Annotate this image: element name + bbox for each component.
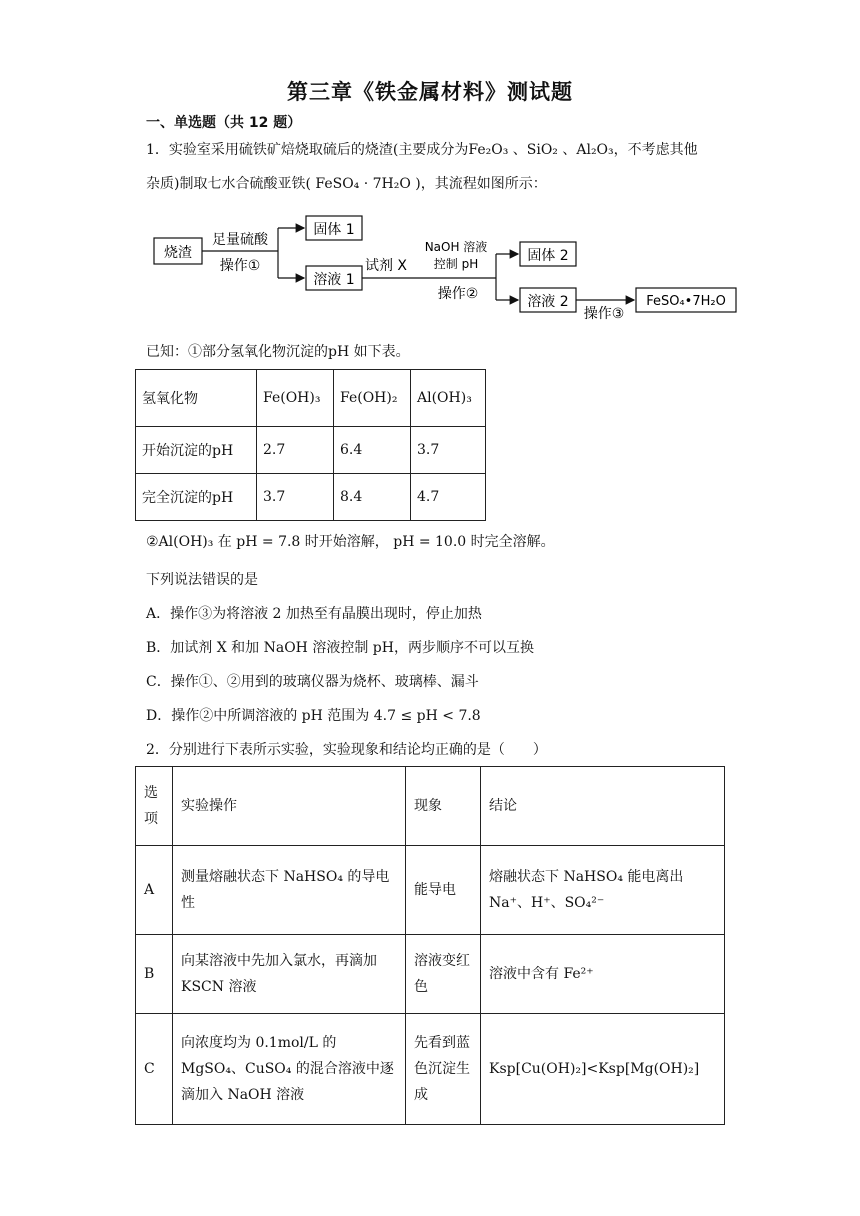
- page-title: 第三章《铁金属材料》测试题: [287, 79, 573, 104]
- flow-op2: 操作②: [437, 286, 479, 302]
- q1-note2: ②Al(OH)₃ 在 pH = 7.8 时开始溶解， pH = 10.0 时完全溶解。: [146, 534, 555, 550]
- flow-naoh-line1: NaOH 溶液: [424, 240, 488, 254]
- table-row: [136, 427, 486, 474]
- table-cell: 熔融状态下 NaHSO₄ 能电离出 Na⁺、H⁺、SO₄²⁻: [481, 846, 725, 935]
- table-header: Al(OH)₃: [411, 370, 486, 427]
- table-cell: 6.4: [334, 427, 411, 474]
- flow-op3: 操作③: [583, 306, 625, 322]
- experiment-table: [135, 766, 725, 1125]
- table-cell: 2.7: [257, 427, 334, 474]
- table-row: [136, 846, 725, 935]
- table-row: [136, 370, 486, 427]
- table-cell: 开始沉淀的pH: [136, 427, 257, 474]
- table-header: 结论: [481, 767, 725, 846]
- q1-option-a: A．操作③为将溶液 2 加热至有晶膜出现时，停止加热: [146, 606, 482, 622]
- table-row: [136, 935, 725, 1014]
- q2-stem: 2．分别进行下表所示实验，实验现象和结论均正确的是（ ）: [146, 742, 547, 758]
- flow-solid2: 固体 2: [527, 248, 569, 264]
- table-cell: 溶液中含有 Fe²⁺: [481, 935, 725, 1014]
- q1-question: 下列说法错误的是: [146, 572, 258, 588]
- table-cell: 测量熔融状态下 NaHSO₄ 的导电性: [173, 846, 406, 935]
- table-row: [136, 767, 725, 846]
- table-header: Fe(OH)₃: [257, 370, 334, 427]
- table-cell: 3.7: [411, 427, 486, 474]
- flow-reagent2: 试剂 X: [364, 258, 408, 274]
- q1-known: 已知：①部分氢氧化物沉淀的pH 如下表。: [146, 344, 410, 360]
- q1-stem-line2: 杂质)制取七水合硫酸亚铁( FeSO₄ · 7H₂O )，其流程如图所示：: [146, 176, 547, 192]
- table-cell: A: [136, 846, 173, 935]
- q1-option-c: C．操作①、②用到的玻璃仪器为烧杯、玻璃棒、漏斗: [146, 674, 479, 690]
- table-cell: 向某溶液中先加入氯水，再滴加 KSCN 溶液: [173, 935, 406, 1014]
- table-cell: 溶液变红色: [406, 935, 481, 1014]
- table-header: 选项: [136, 767, 173, 846]
- flow-solid1: 固体 1: [313, 222, 355, 238]
- flow-naoh-line2: 控制 pH: [433, 257, 479, 271]
- q1-stem-line1: 1．实验室采用硫铁矿焙烧取硫后的烧渣(主要成分为Fe₂O₃ 、SiO₂ 、Al₂O₃，不考虑其他: [146, 142, 698, 158]
- table-cell: 4.7: [411, 474, 486, 521]
- table-cell: 向浓度均为 0.1mol/L 的 MgSO₄、CuSO₄ 的混合溶液中逐滴加入 NaOH 溶液: [173, 1014, 406, 1125]
- table-cell: C: [136, 1014, 173, 1125]
- table-header: 实验操作: [173, 767, 406, 846]
- table-cell: 3.7: [257, 474, 334, 521]
- table-cell: Ksp[Cu(OH)₂]<Ksp[Mg(OH)₂]: [481, 1014, 725, 1125]
- table-header: Fe(OH)₂: [334, 370, 411, 427]
- process-flow-diagram: [150, 210, 750, 330]
- table-cell: B: [136, 935, 173, 1014]
- table-cell: 能导电: [406, 846, 481, 935]
- table-row: [136, 1014, 725, 1125]
- table-header: 现象: [406, 767, 481, 846]
- table-cell: 完全沉淀的pH: [136, 474, 257, 521]
- hydroxide-ph-table: [135, 369, 486, 521]
- flow-start: 烧渣: [164, 245, 192, 261]
- flow-soln2: 溶液 2: [527, 294, 569, 310]
- q1-option-d: D．操作②中所调溶液的 pH 范围为 4.7 ≤ pH < 7.8: [146, 708, 481, 724]
- table-row: [136, 474, 486, 521]
- flow-product: FeSO₄•7H₂O: [646, 294, 726, 309]
- table-header: 氢氧化物: [136, 370, 257, 427]
- q1-option-b: B．加试剂 X 和加 NaOH 溶液控制 pH，两步顺序不可以互换: [146, 640, 534, 656]
- flow-reagent1: 足量硫酸: [212, 232, 268, 248]
- table-cell: 先看到蓝色沉淀生成: [406, 1014, 481, 1125]
- table-cell: 8.4: [334, 474, 411, 521]
- section-heading: 一、单选题（共 12 题）: [146, 115, 302, 131]
- flow-soln1: 溶液 1: [313, 272, 355, 288]
- flow-op1: 操作①: [219, 258, 261, 274]
